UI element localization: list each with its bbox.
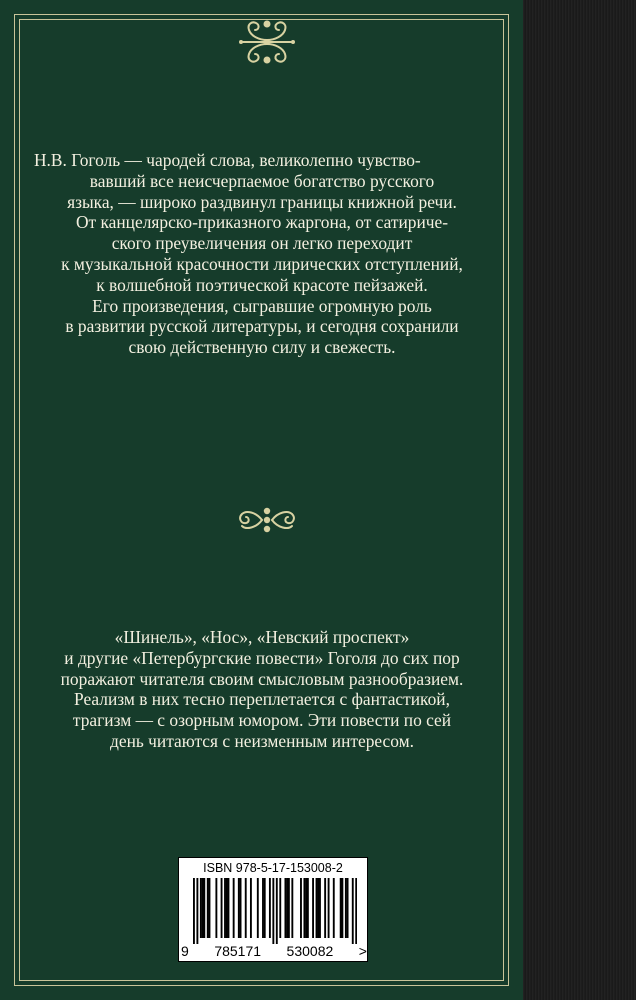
text-line: От канцелярско-приказного жаргона, от сатириче-: [75, 212, 449, 233]
barcode-bar: [333, 878, 335, 938]
barcode-bar: [305, 878, 307, 938]
barcode-bar: [228, 878, 230, 938]
text-line: трагизм — с озорным юмором. Эти повести по сей: [72, 710, 452, 731]
barcode-bar: [196, 878, 198, 944]
barcode-bars: [193, 878, 357, 944]
barcode-bar: [316, 878, 318, 938]
text-line: и другие «Петербургские повести» Гоголя до сих пор: [64, 647, 460, 668]
book-spine: [523, 0, 636, 1000]
text-line: «Шинель», «Нос», «Невский проспект»: [114, 627, 410, 647]
annotation-paragraph-1: [34, 150, 490, 358]
barcode-bar: [324, 878, 326, 938]
text-line: Н.В. Гоголь — чародей слова, великолепно чувство-: [34, 150, 421, 170]
barcode-bar: [240, 878, 242, 938]
barcode-bar: [215, 878, 217, 938]
barcode-bar: [245, 878, 247, 938]
barcode-bar: [200, 878, 202, 938]
barcode-bar: [307, 878, 309, 938]
barcode-bar: [203, 878, 205, 938]
barcode-bar: [347, 878, 349, 938]
barcode-bar: [284, 878, 286, 938]
barcode-quiet-zone-marker: >: [358, 943, 367, 959]
barcode-bar: [345, 878, 347, 938]
barcode-bar: [262, 878, 264, 938]
text-line: к музыкальной красочности лирических отступлений,: [61, 253, 463, 274]
text-line: Реализм в них тесно переплетается с фантастикой,: [74, 689, 450, 710]
barcode-bar: [221, 878, 223, 938]
barcode-bar: [340, 878, 342, 938]
barcode-digits: [181, 943, 367, 959]
barcode-bar: [303, 878, 305, 938]
barcode-bar: [250, 878, 252, 938]
barcode-bar: [233, 878, 235, 938]
barcode-bar: [264, 878, 266, 938]
text-line: в развитии русской литературы, и сегодня сохранили: [65, 316, 459, 337]
text-line: вавший все неисчерпаемое богатство русского: [89, 170, 435, 191]
barcode-bar: [352, 878, 354, 944]
annotation-paragraph-2: [34, 627, 490, 752]
text-line: день читаются с неизменным интересом.: [110, 730, 414, 751]
barcode-digit-group-left: 785171: [214, 943, 262, 959]
text-line: языка, — широко раздвинул границы книжной речи.: [67, 191, 457, 212]
fleuron-top-icon: [237, 18, 297, 66]
barcode-bar: [209, 878, 211, 938]
barcode-digit-lead: 9: [181, 943, 189, 959]
barcode-bar: [328, 878, 330, 938]
barcode-digit-group-right: 530082: [286, 943, 334, 959]
barcode-bar: [257, 878, 259, 938]
isbn-barcode: [178, 857, 368, 962]
text-line: свою действенную силу и свежесть.: [128, 337, 396, 358]
barcode-bar: [291, 878, 293, 938]
barcode-bar: [279, 878, 281, 938]
barcode-bar: [269, 878, 271, 938]
barcode-bar: [202, 878, 204, 938]
text-line: ского преувеличения он легко переходит: [111, 233, 413, 254]
text-line: Его произведения, сыгравшие огромную роль: [92, 295, 432, 316]
fleuron-middle-icon: [236, 502, 298, 538]
barcode-bar: [272, 878, 274, 944]
barcode-bar: [317, 878, 319, 938]
isbn-label: ISBN 978-5-17-153008-2: [203, 861, 343, 875]
barcode-bar: [224, 878, 226, 938]
barcode-bar: [207, 878, 209, 938]
barcode-bar: [300, 878, 302, 938]
barcode-bar: [319, 878, 321, 938]
text-line: к волшебной поэтической красоте пейзажей.: [96, 274, 428, 295]
barcode-bar: [226, 878, 228, 938]
barcode-bar: [288, 878, 290, 938]
text-line: поражают читателя своим смысловым разнообразием.: [60, 668, 464, 689]
barcode-bar: [355, 878, 357, 944]
barcode-bar: [276, 878, 278, 944]
barcode-bar: [341, 878, 343, 938]
barcode-bar: [238, 878, 240, 938]
barcode-bar: [286, 878, 288, 938]
barcode-bar: [312, 878, 314, 938]
barcode-bar: [193, 878, 195, 944]
